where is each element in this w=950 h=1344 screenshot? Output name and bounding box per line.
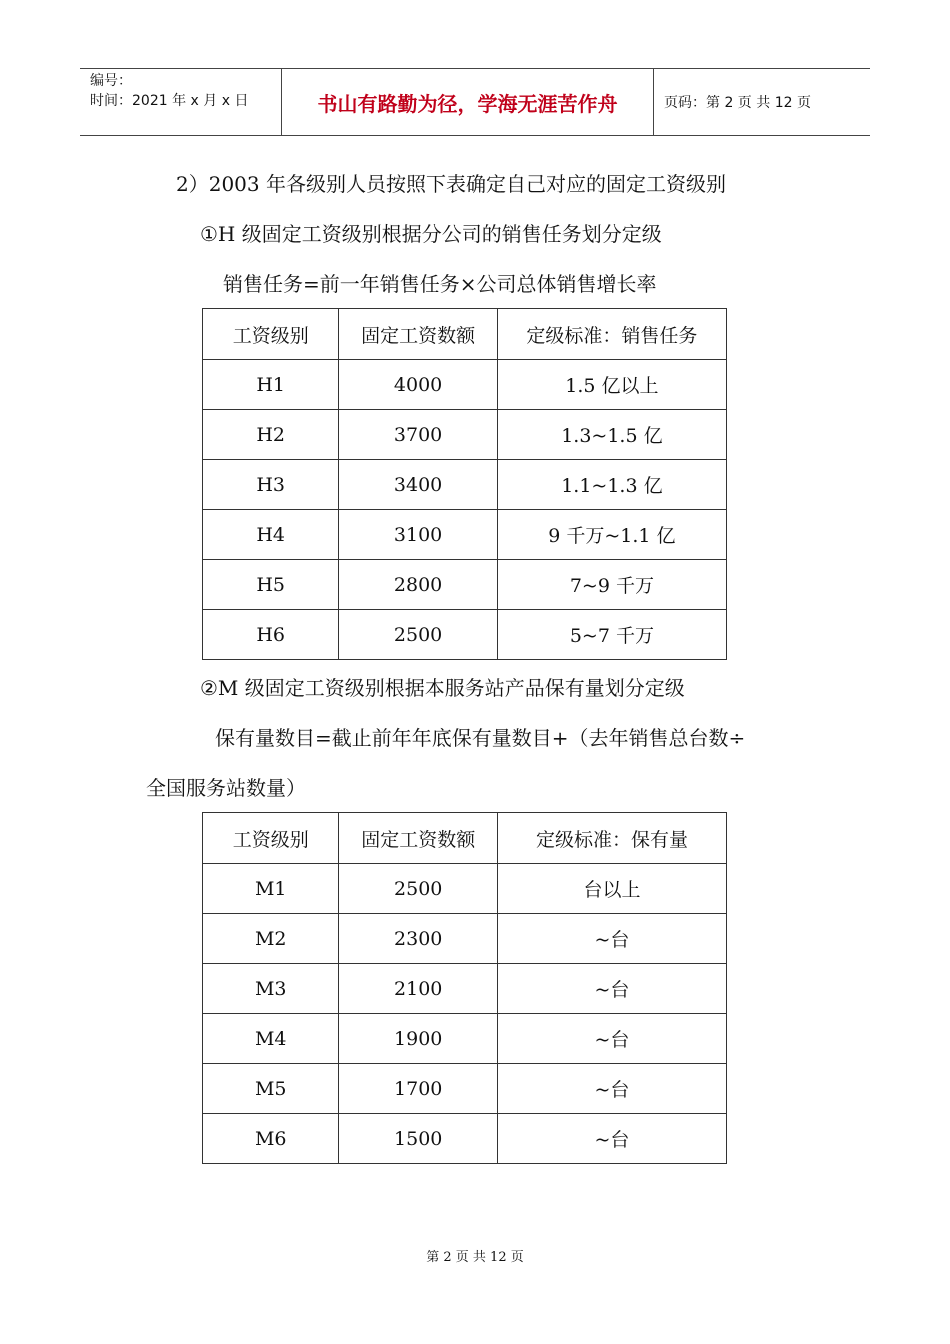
table-cell: 3400 [339, 460, 497, 510]
table-row [203, 360, 727, 410]
table-header-cell: 工资级别 [203, 813, 339, 864]
table-row [203, 410, 727, 460]
intro-line-1: 2）2003 年各级别人员按照下表确定自己对应的固定工资级别 [176, 172, 726, 196]
table-cell: 1900 [339, 1014, 497, 1064]
middle-line-2: 保有量数目=截止前年年底保有量数目+（去年销售总台数÷ [215, 726, 746, 750]
doc-number-label: 编号： [90, 73, 132, 89]
intro-line-2: ①H 级固定工资级别根据分公司的销售任务划分定级 [200, 222, 662, 246]
table-cell: 2800 [339, 560, 497, 610]
table-cell: H1 [203, 360, 339, 410]
table-header-cell: 固定工资数额 [339, 309, 497, 360]
middle-line-1: ②M 级固定工资级别根据本服务站产品保有量划分定级 [200, 676, 685, 700]
table-cell: H3 [203, 460, 339, 510]
m-level-salary-table [202, 812, 727, 1164]
h-level-salary-table [202, 308, 727, 660]
page-header [80, 68, 870, 136]
table-cell: 3700 [339, 410, 497, 460]
table-cell: H2 [203, 410, 339, 460]
table-cell: ~台 [497, 1014, 726, 1064]
table-header-cell: 定级标准：保有量 [497, 813, 726, 864]
table-cell: 2500 [339, 610, 497, 660]
table-header-row [203, 813, 727, 864]
table-cell: H4 [203, 510, 339, 560]
table-cell: 3100 [339, 510, 497, 560]
table-cell: M2 [203, 914, 339, 964]
table-cell: 2500 [339, 864, 497, 914]
table-header-row [203, 309, 727, 360]
table-cell: M1 [203, 864, 339, 914]
table-cell: M5 [203, 1064, 339, 1114]
page-footer: 第 2 页 共 12 页 [426, 1250, 524, 1265]
intro-line-3: 销售任务=前一年销售任务×公司总体销售增长率 [223, 272, 657, 296]
table-row [203, 610, 727, 660]
table-cell: ~台 [497, 1114, 726, 1164]
table-row [203, 864, 727, 914]
table-cell: ~台 [497, 914, 726, 964]
table-cell: 4000 [339, 360, 497, 410]
table-cell: ~台 [497, 964, 726, 1014]
table-header-cell: 定级标准：销售任务 [497, 309, 726, 360]
table-cell: 7~9 千万 [497, 560, 726, 610]
table-cell: ~台 [497, 1064, 726, 1114]
table-cell: 5~7 千万 [497, 610, 726, 660]
table-cell: 台以上 [497, 864, 726, 914]
table-row [203, 1014, 727, 1064]
table-cell: 1.3~1.5 亿 [497, 410, 726, 460]
table-row [203, 914, 727, 964]
table-header-cell: 工资级别 [203, 309, 339, 360]
middle-line-3: 全国服务站数量） [146, 776, 306, 800]
table-cell: 9 千万~1.1 亿 [497, 510, 726, 560]
table-row [203, 1064, 727, 1114]
table-row [203, 460, 727, 510]
doc-time-label: 时间：2021 年 x 月 x 日 [90, 93, 249, 109]
header-meta [80, 69, 282, 135]
table-cell: 2300 [339, 914, 497, 964]
table-row [203, 510, 727, 560]
table-cell: M6 [203, 1114, 339, 1164]
table-header-cell: 固定工资数额 [339, 813, 497, 864]
table-cell: 1500 [339, 1114, 497, 1164]
table-row [203, 560, 727, 610]
table-cell: H5 [203, 560, 339, 610]
table-cell: H6 [203, 610, 339, 660]
table-cell: M4 [203, 1014, 339, 1064]
header-page-info: 页码：第 2 页 共 12 页 [664, 95, 811, 111]
table-cell: 2100 [339, 964, 497, 1014]
table-cell: 1.5 亿以上 [497, 360, 726, 410]
table-cell: M3 [203, 964, 339, 1014]
table-cell: 1.1~1.3 亿 [497, 460, 726, 510]
table-cell: 1700 [339, 1064, 497, 1114]
header-motto: 书山有路勤为径，学海无涯苦作舟 [282, 69, 654, 135]
table-row [203, 1114, 727, 1164]
table-row [203, 964, 727, 1014]
